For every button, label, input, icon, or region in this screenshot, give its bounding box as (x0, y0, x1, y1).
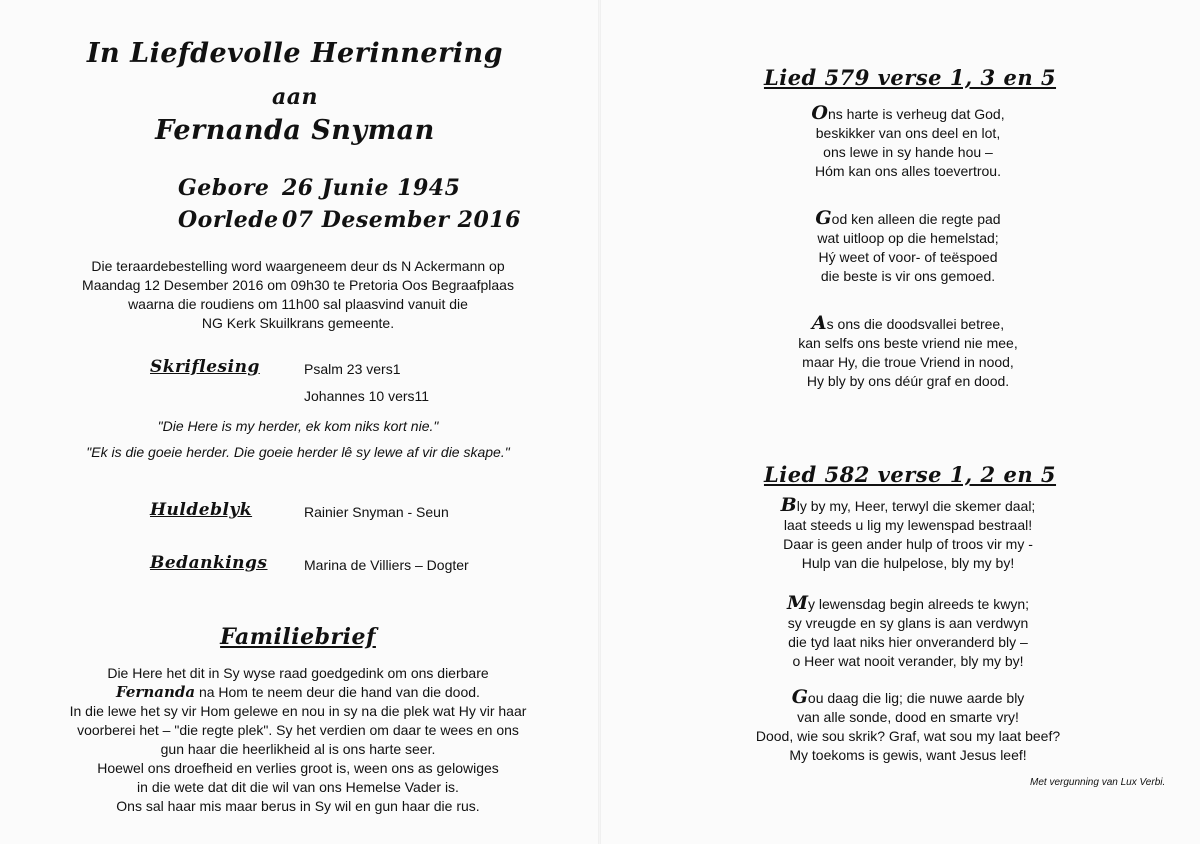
thanks-value: Marina de Villiers – Dogter (304, 557, 469, 573)
hymn-579-title: Lied 579 verse 1, 3 en 5 (763, 65, 1057, 90)
hymn-579-stanza-2: God ken alleen die regte pad wat uitloop op die hemelstad; Hý weet of voor- of teëspoed die beste is vir ons gemoed. (815, 207, 1001, 284)
born-row (178, 172, 521, 204)
drop-cap: M (786, 592, 808, 614)
drop-cap: B (780, 494, 797, 516)
family-line: Hoewel ons droefheid en verlies groot is, ween ons as gelowiges (97, 760, 499, 776)
hymn-582-title: Lied 582 verse 1, 2 en 5 (763, 462, 1057, 487)
quote-john: "Ek is die goeie herder. Die goeie herder lê sy lewe af vir die skape." (86, 444, 510, 460)
scripture-label: Skriflesing (150, 357, 260, 377)
died-date: 07 Desember 2016 (282, 207, 521, 233)
copyright-credit: Met vergunning van Lux Verbi. (1030, 777, 1166, 788)
tribute-value: Rainier Snyman - Seun (304, 504, 449, 520)
memorial-heading-aan: aan (271, 84, 318, 110)
family-line: gun haar die heerlikheid al is ons harte seer. (160, 741, 436, 757)
right-page (600, 0, 1200, 844)
tribute-label: Huldeblyk (150, 500, 253, 520)
born-label: Gebore (178, 175, 270, 201)
family-line: Ons sal haar mis maar berus in Sy wil en gun haar die rus. (116, 798, 480, 814)
died-label: Oorlede (178, 207, 279, 233)
family-letter (0, 664, 596, 816)
quote-psalm: "Die Here is my herder, ek kom niks kort nie." (157, 418, 439, 434)
hymn-579-stanza-3: As ons die doodsvallei betree, kan selfs ons beste vriend nie mee, maar Hy, die troue Vriend in nood, Hy bly by ons déúr graf en dood. (798, 312, 1018, 389)
family-letter-title: Familiebrief (220, 624, 376, 650)
scripture-reading-1: Psalm 23 vers1 (304, 361, 401, 377)
funeral-line: Maandag 12 Desember 2016 om 09h30 te Pretoria Oos Begraafplaas (82, 277, 514, 293)
hymn-582-stanza-3: Gou daag die lig; die nuwe aarde bly van alle sonde, dood en smarte vry! Dood, wie sou skrik? Graf, wat sou my laat beef? My toekoms is gewis, want Jesus leef! (755, 686, 1061, 763)
drop-cap: G (815, 207, 832, 229)
hymn-582-stanza-2: My lewensdag begin alreeds te kwyn; sy vreugde en sy glans is aan verdwyn die tyd laat niks hier onveranderd bly – o Heer wat nooit verander, bly my by! (786, 592, 1030, 669)
family-line: Fernanda na Hom te neem deur die hand van die dood. (116, 683, 480, 701)
thanks-label: Bedankings (150, 553, 268, 573)
family-line: In die lewe het sy vir Hom gelewe en nou in sy na die plek wat Hy vir haar (69, 703, 527, 719)
deceased-name: Fernanda Snyman (155, 115, 435, 146)
hymn-579-stanza-1: Ons harte is verheug dat God, beskikker van ons deel en lot, ons lewe in sy hande hou – Hóm kan ons alles toevertrou. (811, 102, 1005, 179)
drop-cap: A (811, 312, 827, 334)
funeral-details (0, 257, 596, 333)
died-row (178, 204, 521, 236)
funeral-line: NG Kerk Skuilkrans gemeente. (201, 315, 395, 331)
family-name: Fernanda (116, 683, 196, 701)
drop-cap: G (791, 686, 808, 708)
family-line: voorberei het – "die regte plek". Sy het verdien om daar te wees en ons (77, 722, 519, 738)
hymn-582-stanza-1: Bly by my, Heer, terwyl die skemer daal; laat steeds u lig my lewenspad bestraal! Daar is geen ander hulp of troos vir my - Hulp van die hulpelose, bly my by! (780, 494, 1036, 571)
born-date: 26 Junie 1945 (282, 175, 461, 201)
funeral-line: Die teraardebestelling word waargeneem deur ds N Ackermann op (91, 258, 505, 274)
family-line: in die wete dat dit die wil van ons Hemelse Vader is. (137, 779, 459, 795)
scripture-reading-2: Johannes 10 vers11 (304, 388, 430, 404)
family-line: Die Here het dit in Sy wyse raad goedgedink om ons dierbare (107, 665, 489, 681)
dates-block (178, 172, 521, 236)
drop-cap: O (811, 102, 828, 124)
funeral-line: waarna die roudiens om 11h00 sal plaasvind vanuit die (128, 296, 468, 312)
memorial-heading: In Liefdevolle Herinnering (86, 38, 504, 69)
